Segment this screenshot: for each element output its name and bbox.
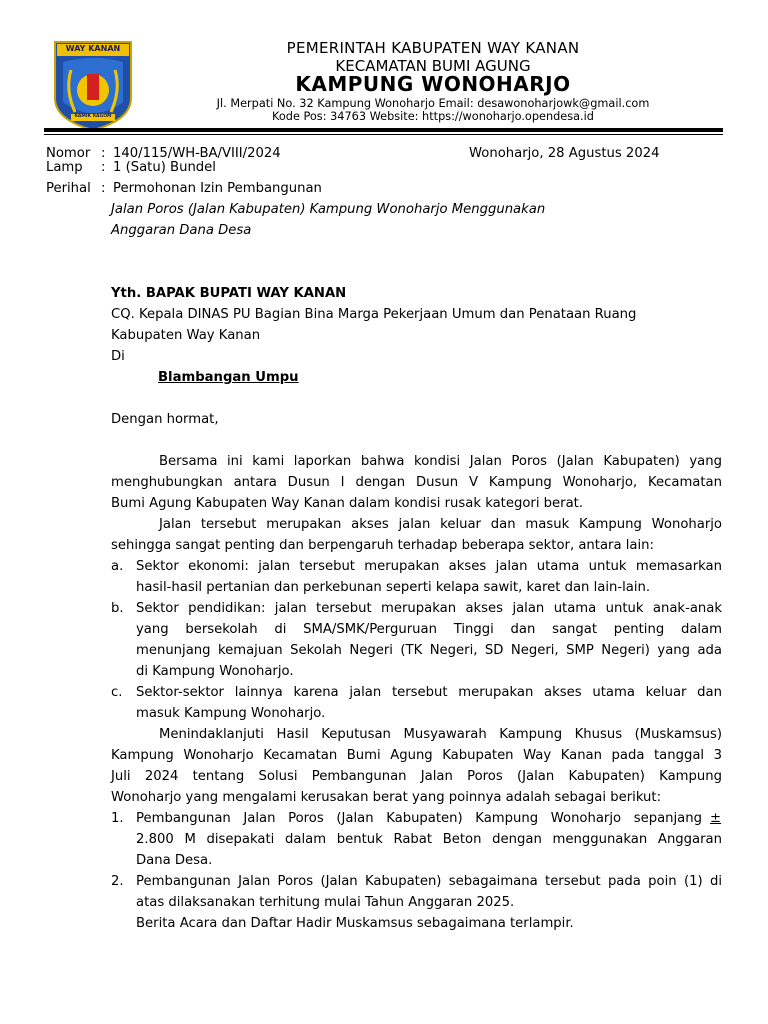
p1-line-3: Bumi Agung Kabupaten Way Kanan dalam kondisi rusak kategori berat. — [111, 496, 584, 511]
p3-line-1: Menindaklanjuti Hasil Keputusan Musyawarah Kampung Khusus (Muskamsus) — [159, 727, 722, 742]
p2-line-2: sehingga sangat penting dan berpengaruh terhadap beberapa sektor, antara lain: — [111, 538, 654, 553]
district-name: KECAMATAN BUMI AGUNG — [335, 57, 531, 75]
list-c-line-1: Sektor-sektor lainnya karena jalan tersebut merupakan akses utama keluar dan — [136, 685, 722, 700]
list-b-line-4: di Kampung Wonoharjo. — [136, 664, 294, 679]
perihal-line-2: Jalan Poros (Jalan Kabupaten) Kampung Wonoharjo Menggunakan — [111, 202, 546, 217]
lamp-label: Lamp — [46, 160, 83, 175]
list-1-marker: 1. — [111, 811, 124, 826]
list-c-line-2: masuk Kampung Wonoharjo. — [136, 706, 326, 721]
list-2-line-2: atas dilaksanakan terhitung mulai Tahun Anggaran 2025. — [136, 895, 515, 910]
letter-date: Wonoharjo, 28 Agustus 2024 — [469, 146, 660, 161]
p2-line-1: Jalan tersebut merupakan akses jalan keluar dan masuk Kampung Wonoharjo — [159, 517, 722, 532]
recipient-cq: CQ. Kepala DINAS PU Bagian Bina Marga Pekerjaan Umum dan Penataan Ruang — [111, 307, 637, 322]
list-1-line-3: Dana Desa. — [136, 853, 213, 868]
recipient-kabupaten: Kabupaten Way Kanan — [111, 328, 261, 343]
header-rule-thick — [44, 128, 723, 132]
postal-website: Kode Pos: 34763 Website: https://wonoharjo.opendesa.id — [272, 110, 594, 123]
emblem-label: WAY KANAN — [65, 44, 121, 53]
nomor-value: 140/115/WH-BA/VIII/2024 — [113, 146, 281, 161]
nomor-colon: : — [101, 146, 106, 161]
recipient-di: Di — [111, 349, 125, 364]
list-c-marker: c. — [111, 685, 123, 700]
perihal-value: Permohonan Izin Pembangunan — [113, 181, 322, 196]
list-2-line-1: Pembangunan Jalan Poros (Jalan Kabupaten) sebagaimana tersebut pada poin (1) di — [136, 874, 722, 889]
plus-minus-sign: ± — [710, 811, 722, 826]
header-rule-thin — [44, 134, 723, 135]
p3-line-2: Kampung Wonoharjo Kecamatan Bumi Agung Kabupaten Way Kanan pada tanggal 3 — [111, 748, 722, 763]
p3-line-4: Wonoharjo yang mengalami kerusakan berat yang poinnya adalah sebagai berikut: — [111, 790, 662, 805]
p1-line-1: Bersama ini kami laporkan bahwa kondisi Jalan Poros (Jalan Kabupaten) yang — [159, 454, 722, 469]
list-a-line-2: hasil-hasil pertanian dan perkebunan seperti kelapa sawit, karet dan lain-lain. — [136, 580, 651, 595]
greeting: Dengan hormat, — [111, 412, 219, 427]
list-b-marker: b. — [111, 601, 124, 616]
list-1-line-1: Pembangunan Jalan Poros (Jalan Kabupaten) Kampung Wonoharjo sepanjang — [136, 811, 702, 826]
list-b-line-1: Sektor pendidikan: jalan tersebut merupakan akses jalan utama untuk anak-anak — [136, 601, 722, 616]
perihal-line-3: Anggaran Dana Desa — [111, 223, 252, 238]
list-1-line-2: 2.800 M disepakati dalam bentuk Rabat Beton dengan menggunakan Anggaran — [136, 832, 722, 847]
recipient-place: Blambangan Umpu — [158, 370, 299, 385]
lamp-value: 1 (Satu) Bundel — [113, 160, 216, 175]
recipient-yth: Yth. BAPAK BUPATI WAY KANAN — [111, 286, 347, 301]
regency-emblem — [53, 40, 133, 132]
list-2-line-3: Berita Acara dan Daftar Hadir Muskamsus sebagaimana terlampir. — [136, 916, 574, 931]
list-a-marker: a. — [111, 559, 124, 574]
village-name: KAMPUNG WONOHARJO — [295, 72, 571, 96]
lamp-colon: : — [101, 160, 106, 175]
p3-line-3: Juli 2024 tentang Solusi Pembangunan Jalan Poros (Jalan Kabupaten) Kampung — [111, 769, 722, 784]
perihal-label: Perihal — [46, 181, 91, 196]
perihal-colon: : — [101, 181, 106, 196]
list-b-line-3: menunjang kemajuan Sekolah Negeri (TK Negeri, SD Negeri, SMP Negeri) yang ada — [136, 643, 722, 658]
government-name: PEMERINTAH KABUPATEN WAY KANAN — [286, 39, 580, 57]
list-b-line-2: yang bersekolah di SMA/SMK/Perguruan Tinggi dan sangat penting dalam — [136, 622, 722, 637]
village-address: Jl. Merpati No. 32 Kampung Wonoharjo Email: desawonoharjowk@gmail.com — [216, 97, 650, 110]
list-a-line-1: Sektor ekonomi: jalan tersebut merupakan akses jalan utama untuk memasarkan — [136, 559, 722, 574]
list-2-marker: 2. — [111, 874, 124, 889]
emblem-motto: RAMIK RAGOM — [74, 114, 112, 119]
nomor-label: Nomor — [46, 146, 91, 161]
p1-line-2: menghubungkan antara Dusun I dengan Dusun V Kampung Wonoharjo, Kecamatan — [111, 475, 722, 490]
